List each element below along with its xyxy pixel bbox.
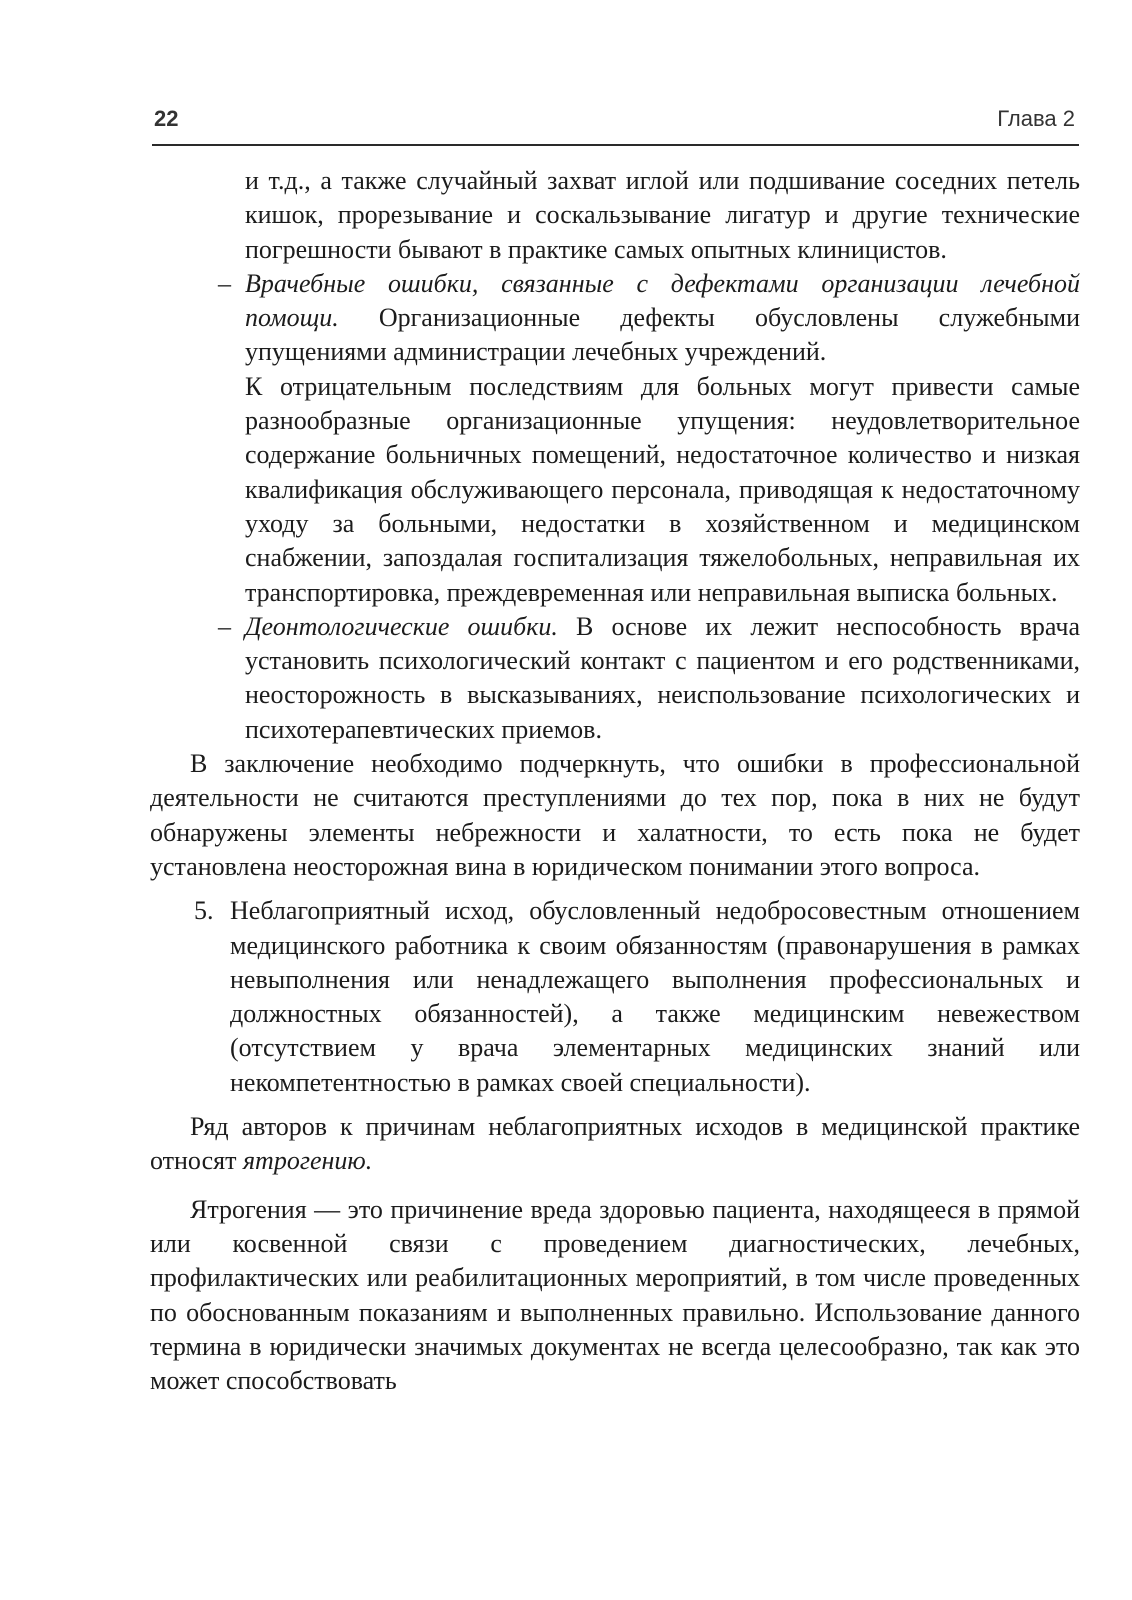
continued-paragraph: и т.д., а также случайный захват иглой или подшивание соседних петель кишок, прорезывание и соскальзывание лигатур и другие технические погрешности бывают в практике самых опытных клиницистов.	[245, 166, 1080, 264]
list-item-title: Врачебные ошибки, связанные с дефектами организации лечебной помощи.	[245, 268, 1080, 333]
conclusion-paragraph: В заключение необходимо подчеркнуть, что ошибки в профессиональной деятельности не считаются преступлениями до тех пор, пока в них не будут обнаружены элементы небрежности и халатности, то есть пока не будет установлена неосторожная вина в юридическом понимании этого вопроса.	[150, 749, 1080, 881]
list-item-title: Деонтологические ошибки.	[245, 611, 558, 641]
item-number: 5.	[194, 896, 214, 926]
authors-text: Ряд авторов к причинам неблагоприятных исходов в медицинской практике относят	[150, 1112, 1080, 1176]
iatrogeny-term: ятрогению.	[242, 1146, 373, 1176]
list-item-text: В основе их лежит неспособность врача установить психологический контакт с пациентом и его родственниками, неосторожность в высказываниях, неиспользование психологических и психотерапевтических приемов.	[245, 611, 1080, 744]
list-item-deontological-errors	[150, 610, 1080, 747]
list-item-text: Организационные дефекты обусловлены служебными упущениями администрации лечебных учреждений.	[245, 303, 1080, 367]
running-head: Глава 2	[997, 106, 1075, 131]
authors-paragraph	[150, 1110, 1080, 1179]
list-item-organizational-errors	[150, 267, 1080, 370]
page-header	[152, 104, 1079, 146]
iatrogeny-definition: Ятрогения — это причинение вреда здоровью пациента, находящееся в прямой или косвенной связи с проведением диагностических, лечебных, профилактических или реабилитационных мероприятий, в том числе проведенных по обоснованным показаниям и выполненных правильно. Использование данного термина в юридически значимых документах не всегда целесообразно, так как это может способствовать	[150, 1194, 1080, 1396]
body-text	[150, 164, 1080, 1398]
page-number: 22	[154, 106, 179, 131]
item-text: Неблагоприятный исход, обусловленный недобросовестным отношением медицинского работника к своим обязанностям (правонарушения в рамках невыполнения или ненадлежащего выполнения профессиональных и должностных обязанностей), а также медицинским невежеством (отсутствием у врача элементарных медицинских знаний или некомпетентностью в рамках своей специальности).	[230, 896, 1080, 1097]
organizational-errors-paragraph: К отрицательным последствиям для больных могут привести самые разнообразные организационные упущения: неудовлетворительное содержание больничных помещений, недостаточное количество и низкая квалификация обслуживающего персонала, приводящая к недостаточному уходу за больными, недостатки в хозяйственном и медицинском снабжении, запоздалая госпитализация тяжелобольных, неправильная их транспортировка, преждевременная или неправильная выписка больных.	[245, 371, 1080, 607]
numbered-item-5	[150, 894, 1080, 1100]
